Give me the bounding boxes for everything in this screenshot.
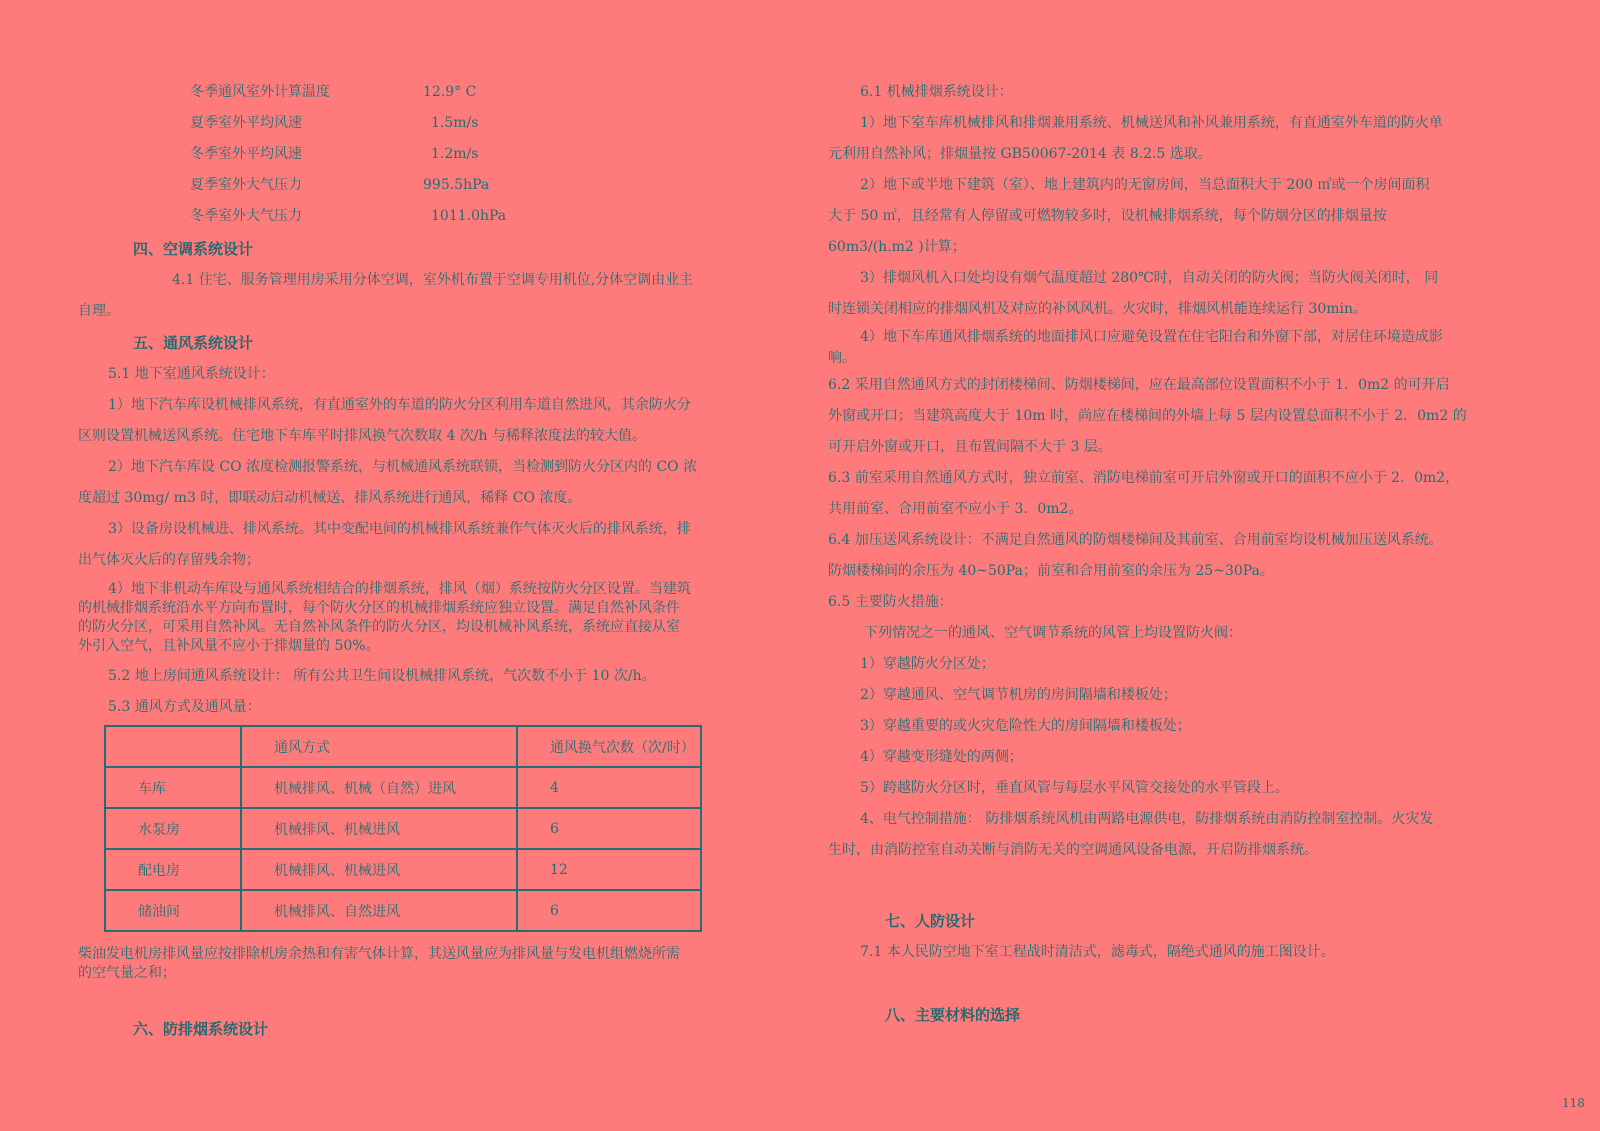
table-header-row <box>105 726 701 767</box>
table-header-cell <box>105 726 241 767</box>
paragraph: 5.3 通风方式及通风量： <box>108 699 261 715</box>
table-cell: 机械排风、自然进风 <box>241 890 517 931</box>
paragraph: 出气体灭火后的存留残余物； <box>78 552 260 568</box>
paragraph: 5.1 地下室通风系统设计： <box>108 366 275 382</box>
paragraph: 1）地下室车库机械排风和排烟兼用系统、机械送风和补风兼用系统，有直通室外车道的防火单 <box>860 115 1443 131</box>
paragraph: 6.4 加压送风系统设计：不满足自然通风的防烟楼梯间及其前室、合用前室均设机械加压送风系统。 <box>828 532 1443 548</box>
paragraph: 响。 <box>828 350 856 366</box>
table-cell: 储油间 <box>105 890 241 931</box>
paragraph: 6.1 机械排烟系统设计： <box>860 84 1013 100</box>
paragraph: 防烟楼梯间的余压为 40~50Pa；前室和合用前室的余压为 25~30Pa。 <box>828 563 1274 579</box>
paragraph: 3）设备房设机械进、排风系统。其中变配电间的机械排风系统兼作气体灭火后的排风系统，排 <box>108 521 691 537</box>
paragraph: 6.5 主要防火措施： <box>828 594 953 610</box>
paragraph: 柴油发电机房排风量应按排除机房余热和有害气体计算，其送风量应为排风量与发电机组燃烧所需 <box>78 946 680 962</box>
table-cell: 机械排风、机械（自然）进风 <box>241 767 517 808</box>
climate-label: 夏季室外大气压力 <box>190 177 302 193</box>
climate-value: 995.5hPa <box>423 177 490 193</box>
paragraph: 元利用自然补风；排烟量按 GB50067-2014 表 8.2.5 选取。 <box>828 146 1212 162</box>
paragraph: 外窗或开口；当建筑高度大于 10m 时，尚应在楼梯间的外墙上每 5 层内设置总面积不小于 2．0m2 的 <box>828 408 1467 424</box>
list-item: 5）跨越防火分区时，垂直风管与每层水平风管交接处的水平管段上。 <box>860 780 1289 796</box>
paragraph: 2）地下汽车库设 CO 浓度检测报警系统，与机械通风系统联锁，当检测到防火分区内的 CO 浓 <box>108 459 698 475</box>
climate-label: 冬季室外大气压力 <box>190 208 302 224</box>
paragraph: 共用前室、合用前室不应小于 3．0m2。 <box>828 501 1083 517</box>
table-row <box>105 849 701 890</box>
table-cell: 水泵房 <box>105 808 241 849</box>
table-row <box>105 767 701 808</box>
list-item: 1）穿越防火分区处； <box>860 656 995 672</box>
paragraph: 5.2 地上房间通风系统设计： 所有公共卫生间设机械排风系统，气次数不小于 10 次/h。 <box>108 668 656 684</box>
paragraph: 2）地下或半地下建筑（室）、地上建筑内的无窗房间，当总面积大于 200 ㎡或一个房间面积 <box>860 177 1430 193</box>
section-heading-5: 五、通风系统设计 <box>133 334 254 352</box>
paragraph: 6.3 前室采用自然通风方式时，独立前室、消防电梯前室可开启外窗或开口的面积不应小于 2．0m2， <box>828 470 1460 486</box>
ventilation-table <box>104 725 702 932</box>
paragraph: 度超过 30mg/ m3 时，即联动启动机械送、排风系统进行通风，稀释 CO 浓度。 <box>78 490 582 506</box>
list-item: 2）穿越通风、空气调节机房的房间隔墙和楼板处； <box>860 687 1177 703</box>
list-item: 4）穿越变形缝处的两侧； <box>860 749 1023 765</box>
section-heading-7: 七、人防设计 <box>885 912 976 930</box>
table-row <box>105 808 701 849</box>
section-heading-8: 八、主要材料的选择 <box>885 1006 1021 1024</box>
list-item: 3）穿越重要的或火灾危险性大的房间隔墙和楼板处； <box>860 718 1191 734</box>
paragraph: 大于 50 ㎡，且经常有人停留或可燃物较多时，设机械排烟系统，每个防烟分区的排烟量按 <box>828 208 1387 224</box>
table-cell: 机械排风、机械进风 <box>241 808 517 849</box>
table-row <box>105 890 701 931</box>
table-cell: 机械排风、机械进风 <box>241 849 517 890</box>
table-header-cell: 通风方式 <box>241 726 517 767</box>
paragraph: 的机械排烟系统沿水平方向布置时，每个防火分区的机械排烟系统应独立设置。满足自然补风条件 <box>78 600 680 616</box>
paragraph: 7.1 本人民防空地下室工程战时清洁式，滤毒式，隔绝式通风的施工图设计。 <box>860 944 1335 960</box>
section-heading-4: 四、空调系统设计 <box>133 240 254 258</box>
table-header-cell: 通风换气次数（次/时） <box>517 726 701 767</box>
table-cell: 12 <box>517 849 701 890</box>
paragraph: 的空气量之和； <box>78 965 176 981</box>
paragraph: 3）排烟风机入口处均设有烟气温度超过 280℃时，自动关闭的防火阀；当防火阀关闭时， 同 <box>860 270 1439 286</box>
table-cell: 6 <box>517 890 701 931</box>
page-number: 118 <box>1562 1096 1585 1110</box>
table-cell: 车库 <box>105 767 241 808</box>
paragraph: 60m3/(h.m2 )计算； <box>828 239 966 255</box>
paragraph: 4、电气控制措施： 防排烟系统风机由两路电源供电，防排烟系统由消防控制室控制。火灾发 <box>860 811 1434 827</box>
paragraph: 的防火分区，可采用自然补风。无自然补风条件的防火分区，均设机械补风系统，系统应直接从室 <box>78 619 680 635</box>
paragraph: 时连锁关闭相应的排烟风机及对应的补风风机。火灾时，排烟风机能连续运行 30min。 <box>828 301 1368 317</box>
paragraph: 区则设置机械送风系统。住宅地下车库平时排风换气次数取 4 次/h 与稀释浓度法的较大值。 <box>78 428 646 444</box>
climate-value: 1.5m/s <box>431 115 479 131</box>
climate-value: 1011.0hPa <box>431 208 507 224</box>
climate-value: 1.2m/s <box>431 146 479 162</box>
table-cell: 配电房 <box>105 849 241 890</box>
paragraph: 外引入空气，且补风量不应小于排烟量的 50%。 <box>78 638 380 654</box>
paragraph: 4）地下非机动车库设与通风系统相结合的排烟系统，排风（烟）系统按防火分区设置。当建筑 <box>108 581 691 597</box>
climate-label: 夏季室外平均风速 <box>190 115 302 131</box>
climate-label: 冬季通风室外计算温度 <box>190 84 330 100</box>
paragraph: 下列情况之一的通风、空气调节系统的风管上均设置防火阀： <box>864 625 1242 641</box>
climate-label: 冬季室外平均风速 <box>190 146 302 162</box>
table-cell: 4 <box>517 767 701 808</box>
paragraph: 生时，由消防控室自动关断与消防无关的空调通风设备电源，开启防排烟系统。 <box>828 842 1318 858</box>
paragraph: 1）地下汽车库设机械排风系统，有直通室外的车道的防火分区利用车道自然进风，其余防火分 <box>108 397 691 413</box>
paragraph: 可开启外窗或开口，且布置间隔不大于 3 层。 <box>828 439 1112 455</box>
section-heading-6: 六、防排烟系统设计 <box>133 1020 269 1038</box>
table-cell: 6 <box>517 808 701 849</box>
paragraph: 4）地下车库通风排烟系统的地面排风口应避免设置在住宅阳台和外窗下部，对居住环境造成影 <box>860 329 1443 345</box>
climate-value: 12.9° C <box>423 84 477 100</box>
paragraph: 4.1 住宅、服务管理用房采用分体空调，室外机布置于空调专用机位,分体空调由业主 <box>172 272 694 288</box>
paragraph: 6.2 采用自然通风方式的封闭楼梯间、防烟楼梯间，应在最高部位设置面积不小于 1．0m2 的可开启 <box>828 377 1450 393</box>
paragraph: 自理。 <box>78 303 120 319</box>
